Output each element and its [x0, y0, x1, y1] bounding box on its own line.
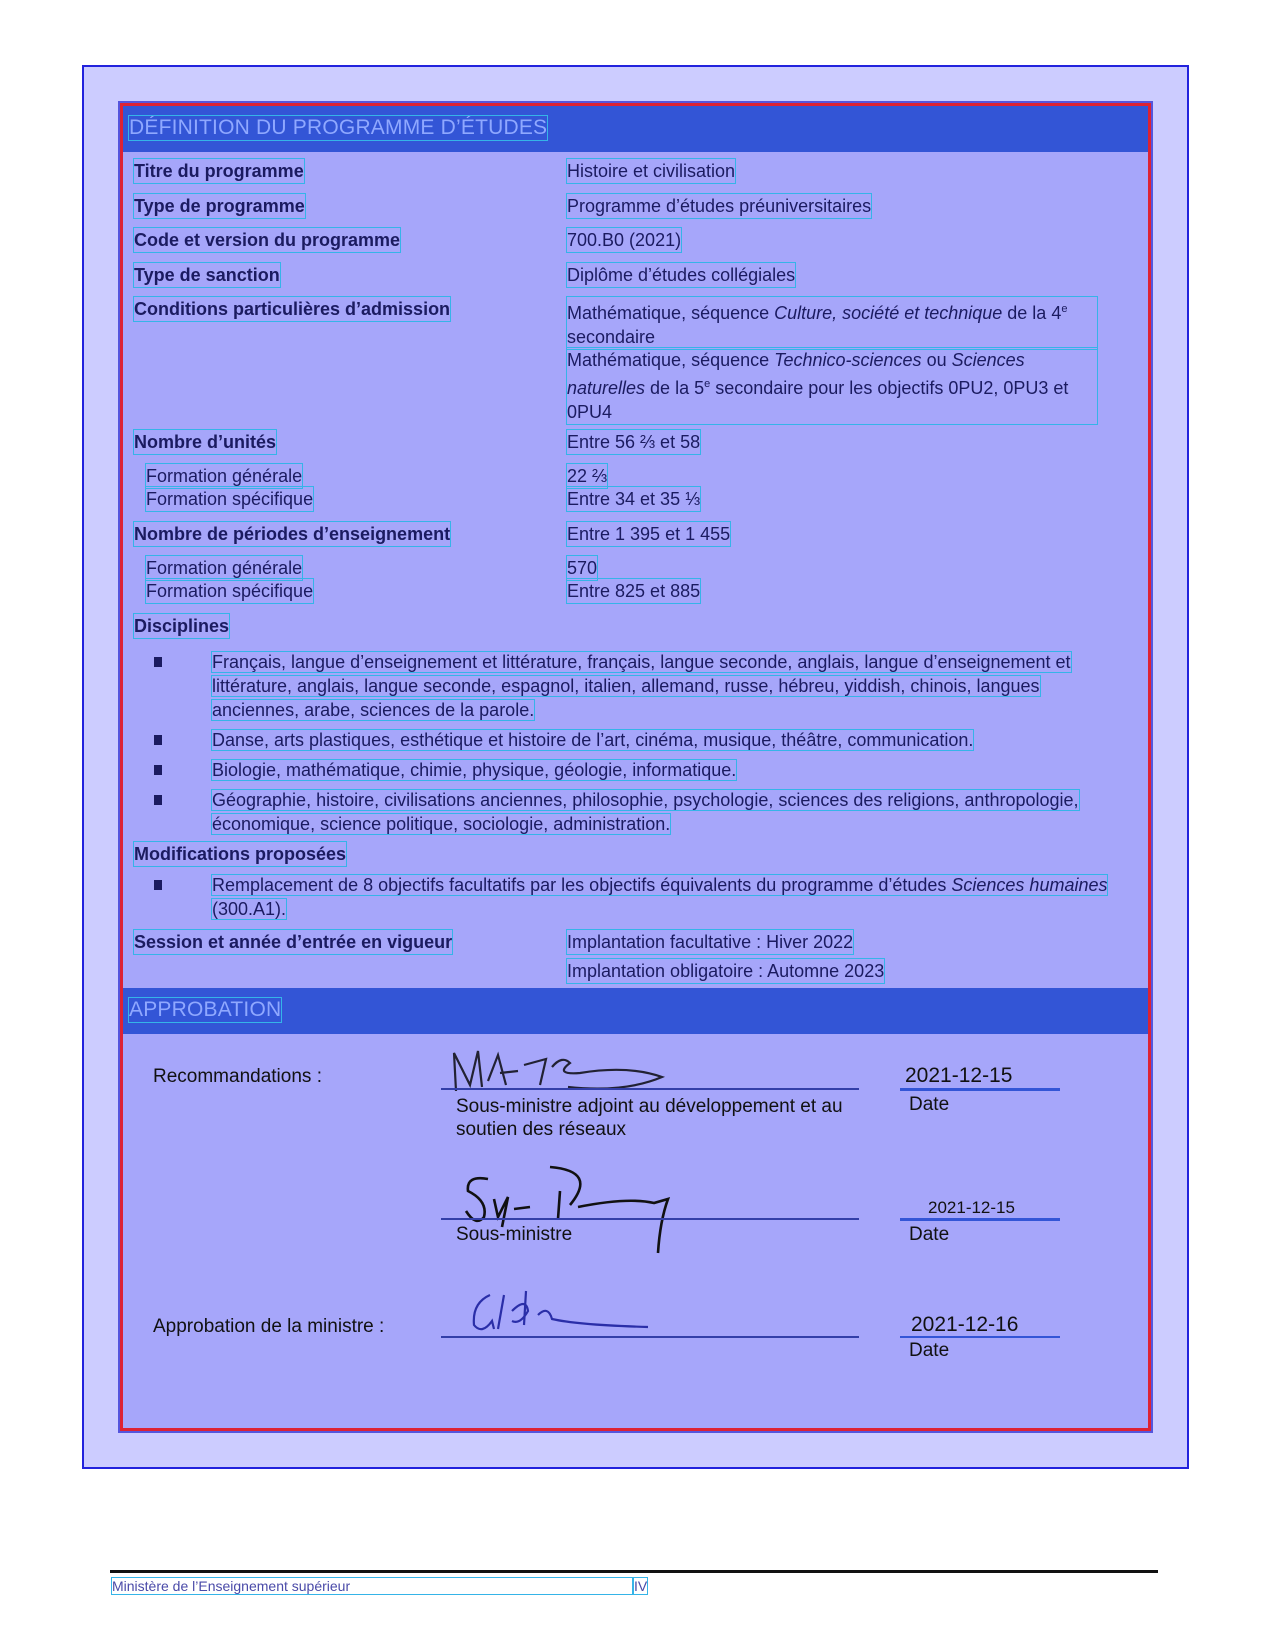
list-item: Géographie, histoire, civilisations anciennes, philosophie, psychologie, sciences des religions, anthropologie, économique, science politique, sociologie, administration.	[154, 788, 1119, 836]
signature-3-date: 2021-12-16	[911, 1313, 1019, 1336]
bullet-icon	[154, 880, 162, 890]
date-1-label: Date	[909, 1094, 950, 1115]
condition-1: Mathématique, séquence Culture, société et technique de la 4e secondaire	[567, 297, 1097, 349]
date-3-line	[900, 1336, 1060, 1338]
signature-1-line	[441, 1088, 859, 1090]
periods-value: Entre 1 395 et 1 455	[567, 524, 731, 544]
signature-2-date: 2021-12-15	[928, 1198, 1015, 1217]
signature-3-image	[468, 1281, 668, 1341]
bullet-icon	[154, 657, 162, 667]
bullet-icon	[154, 735, 162, 745]
sanction-value: Diplôme d’études collégiales	[567, 265, 796, 285]
periods-label: Nombre de périodes d’enseignement	[134, 524, 451, 544]
date-2-line	[900, 1218, 1060, 1221]
definition-heading: DÉFINITION DU PROGRAMME D’ÉTUDES	[129, 116, 548, 139]
approval-heading-band	[123, 988, 1148, 1034]
bullet-icon	[154, 795, 162, 805]
signature-1-date: 2021-12-15	[905, 1064, 1013, 1087]
approval-heading: APPROBATION	[129, 998, 282, 1021]
date-2-label: Date	[909, 1224, 950, 1245]
units-value: Entre 56 ⅔ et 58	[567, 432, 701, 452]
type-label: Type de programme	[134, 196, 305, 216]
signature-1-image	[448, 1041, 678, 1101]
signature-3-line	[441, 1336, 859, 1338]
program-definition-panel	[120, 103, 1151, 1431]
modifications-label: Modifications proposées	[134, 844, 347, 864]
list-item: Biologie, mathématique, chimie, physique, géologie, informatique.	[154, 758, 1119, 782]
bullet-icon	[154, 765, 162, 775]
code-value: 700.B0 (2021)	[567, 230, 682, 250]
modifications-list	[154, 873, 1119, 921]
footer-page-number: IV	[634, 1578, 648, 1594]
conditions-label: Conditions particulières d’admission	[134, 299, 451, 319]
title-label: Titre du programme	[134, 161, 304, 181]
code-label: Code et version du programme	[134, 230, 401, 250]
list-item: Français, langue d’enseignement et littérature, français, langue seconde, anglais, langue d’enseignement et littérature, anglais, langue seconde, espagnol, italien, allemand, russe, hébreu, yiddish, chinois, langues anciennes, arabe, sciences de la parole.	[154, 650, 1119, 722]
signature-1-role: Sous-ministre adjoint au développement et au soutien des réseaux	[456, 1096, 843, 1140]
definition-heading-band	[123, 106, 1148, 152]
units-label: Nombre d’unités	[134, 432, 277, 452]
list-item: Remplacement de 8 objectifs facultatifs par les objectifs équivalents du programme d’études Sciences humaines (300.A1).	[154, 873, 1119, 921]
date-3-label: Date	[909, 1340, 950, 1361]
periods-specific-value: Entre 825 et 885	[567, 581, 701, 601]
periods-general-label: Formation générale	[146, 558, 303, 578]
session-label: Session et année d’entrée en vigueur	[134, 932, 453, 952]
signature-2-image	[458, 1161, 688, 1261]
units-specific-label: Formation spécifique	[146, 489, 314, 509]
units-specific-value: Entre 34 et 35 ⅓	[567, 489, 701, 509]
units-general-value: 22 ⅔	[567, 466, 608, 486]
minister-approval-label: Approbation de la ministre :	[153, 1316, 385, 1337]
periods-general-value: 570	[567, 558, 598, 578]
footer-organization: Ministère de l’Enseignement supérieur	[112, 1578, 632, 1594]
session-value-optional: Implantation facultative : Hiver 2022	[567, 932, 854, 952]
list-item: Danse, arts plastiques, esthétique et histoire de l’art, cinéma, musique, théâtre, communication.	[154, 728, 1119, 752]
footer-rule	[110, 1570, 1158, 1573]
recommendations-label: Recommandations :	[153, 1066, 322, 1087]
disciplines-list	[154, 650, 1119, 836]
signature-2-role: Sous-ministre	[456, 1224, 573, 1245]
date-1-line	[900, 1088, 1060, 1091]
signature-2-line	[441, 1218, 859, 1220]
title-value: Histoire et civilisation	[567, 161, 736, 181]
periods-specific-label: Formation spécifique	[146, 581, 314, 601]
units-general-label: Formation générale	[146, 466, 303, 486]
condition-2: Mathématique, séquence Technico-sciences ou Sciences naturelles de la 5e secondaire pour les objectifs 0PU2, 0PU3 et 0PU4	[567, 348, 1097, 424]
session-value-mandatory: Implantation obligatoire : Automne 2023	[567, 961, 885, 981]
disciplines-label: Disciplines	[134, 616, 230, 636]
type-value: Programme d’études préuniversitaires	[567, 196, 872, 216]
sanction-label: Type de sanction	[134, 265, 280, 285]
